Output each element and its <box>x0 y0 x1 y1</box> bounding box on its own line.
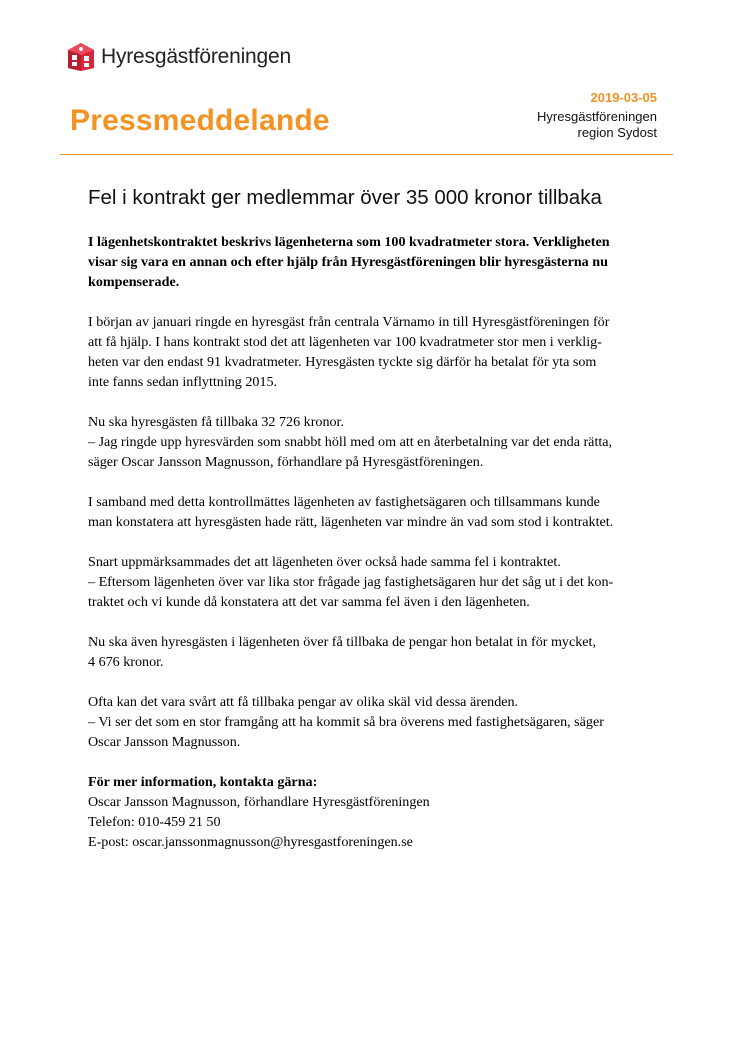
body-line: inte fanns sedan inflyttning 2015. <box>88 374 278 390</box>
body-line: traktet och vi kunde då konstatera att det var samma fel även i den lägenheten. <box>88 594 530 610</box>
body-line: Oscar Jansson Magnusson. <box>88 734 241 750</box>
org-name: Hyresgästföreningen <box>537 109 657 124</box>
house-puzzle-logo-icon <box>66 42 96 72</box>
header-divider <box>60 154 673 155</box>
contact-phone: Telefon: 010-459 21 50 <box>88 814 221 830</box>
body-line: säger Oscar Jansson Magnusson, förhandlare på Hyresgästföreningen. <box>88 454 484 470</box>
org-region: region Sydost <box>577 125 657 140</box>
brand-logo <box>66 42 291 72</box>
contact-email[interactable]: E-post: oscar.janssonmagnusson@hyresgastforeningen.se <box>88 834 413 850</box>
lead-line: I lägenhetskontraktet beskrivs lägenheterna som 100 kvadratmeter stora. Verkligheten <box>88 234 610 250</box>
contact-block <box>88 772 658 852</box>
body-line: 4 676 kronor. <box>88 654 164 670</box>
body-line: Snart uppmärksammades det att lägenheten över också hade samma fel i kontraktet. <box>88 554 561 570</box>
body-paragraph <box>88 492 658 532</box>
body-line: Ofta kan det vara svårt att få tillbaka pengar av olika skäl vid dessa ärenden. <box>88 694 519 710</box>
document-type-title: Pressmeddelande <box>70 104 330 137</box>
lead-line: visar sig vara en annan och efter hjälp från Hyresgästföreningen blir hyresgästerna nu <box>88 254 608 270</box>
body-line: I början av januari ringde en hyresgäst från centrala Värnamo in till Hyresgästföreningen för <box>88 314 610 330</box>
body-line: – Jag ringde upp hyresvärden som snabbt höll med om att en återbetalning var det enda rätta, <box>88 434 613 450</box>
body-line: Nu ska hyresgästen få tillbaka 32 726 kronor. <box>88 414 344 430</box>
body-paragraph <box>88 312 658 392</box>
body-paragraph <box>88 552 658 612</box>
brand-name: Hyresgästföreningen <box>101 45 291 68</box>
body-paragraph <box>88 632 658 672</box>
document-meta <box>537 90 657 141</box>
body-paragraph <box>88 692 658 752</box>
headline: Fel i kontrakt ger medlemmar över 35 000 kronor tillbaka <box>88 186 602 209</box>
contact-name: Oscar Jansson Magnusson, förhandlare Hyresgästföreningen <box>88 794 430 810</box>
publish-date: 2019-03-05 <box>590 90 657 105</box>
body-line: heten var den endast 91 kvadratmeter. Hyresgästen tyckte sig därför ha betalat för yta som <box>88 354 597 370</box>
lead-paragraph <box>88 232 658 292</box>
body-line: I samband med detta kontrollmättes lägenheten av fastighetsägaren och tillsammans kunde <box>88 494 600 510</box>
body-line: Nu ska även hyresgästen i lägenheten över få tillbaka de pengar hon betalat in för mycket, <box>88 634 596 650</box>
contact-heading: För mer information, kontakta gärna: <box>88 774 318 790</box>
body-line: man konstatera att hyresgästen hade rätt, lägenheten var mindre än vad som stod i kontraktet. <box>88 514 614 530</box>
body-paragraph <box>88 412 658 472</box>
body-line: – Vi ser det som en stor framgång att ha kommit så bra överens med fastighetsägaren, säger <box>88 714 604 730</box>
body-line: – Eftersom lägenheten över var lika stor frågade jag fastighetsägaren hur det såg ut i det kon- <box>88 574 614 590</box>
body-line: att få hjälp. I hans kontrakt stod det att lägenheten var 100 kvadratmeter stor men i verklig- <box>88 334 602 350</box>
lead-line: kompenserade. <box>88 274 180 290</box>
article-body <box>88 232 658 872</box>
